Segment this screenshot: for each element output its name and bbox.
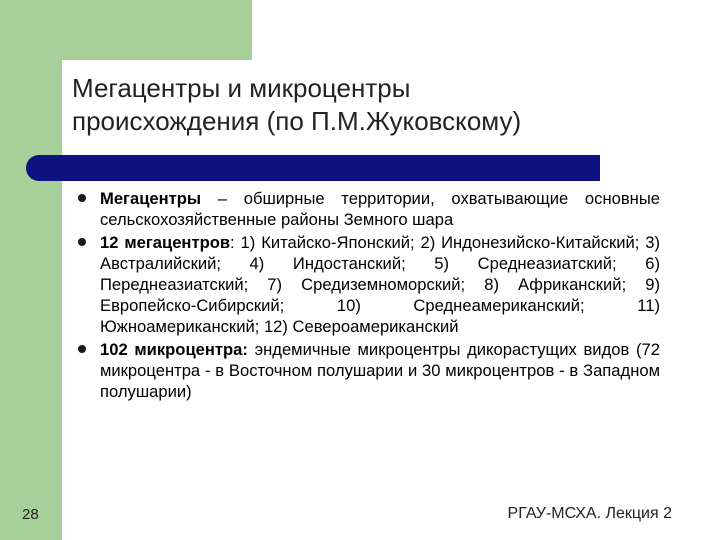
page-number: 28 bbox=[22, 506, 39, 523]
bullet-text: эндемичные микроцентры дикорастущих видов (72 микроцентра - в Восточном полушарии и 30 микроцентров - в Западном полушарии) bbox=[100, 340, 660, 401]
slide-title bbox=[72, 72, 692, 138]
bullet-heading: Мегацентры bbox=[100, 189, 202, 208]
bullet-heading: 102 микроцентра: bbox=[100, 340, 248, 359]
bullet-dot-icon bbox=[78, 345, 86, 353]
bullet-list bbox=[100, 188, 660, 404]
bullet-dot-icon bbox=[78, 194, 86, 202]
title-line-1: Мегацентры и микроцентры bbox=[72, 73, 411, 103]
bullet-heading: 12 мегацентров bbox=[100, 233, 231, 252]
bullet-text: – обширные территории, охватывающие основные сельскохозяйственные районы Земного шара bbox=[100, 189, 660, 229]
title-line-2: происхождения (по П.М.Жуковскому) bbox=[72, 106, 522, 136]
bullet-item bbox=[100, 339, 660, 402]
title-underline-bar bbox=[26, 155, 600, 181]
bullet-text: : 1) Китайско-Японский; 2) Индонезийско-Китайский; 3) Австралийский; 4) Индостанский; 5) Среднеазиатский; 6) Переднеазиатский; 7) Средиземноморский; 8) Африканский; 9) Европейско-Сибирский; 10) Среднеамериканский; 11) Южноамериканский; 12) Североамериканский bbox=[100, 233, 661, 336]
bullet-item bbox=[100, 188, 660, 230]
footer-text: РГАУ-МСХА. Лекция 2 bbox=[507, 505, 672, 522]
bullet-dot-icon bbox=[78, 238, 86, 246]
bullet-item bbox=[100, 232, 660, 337]
